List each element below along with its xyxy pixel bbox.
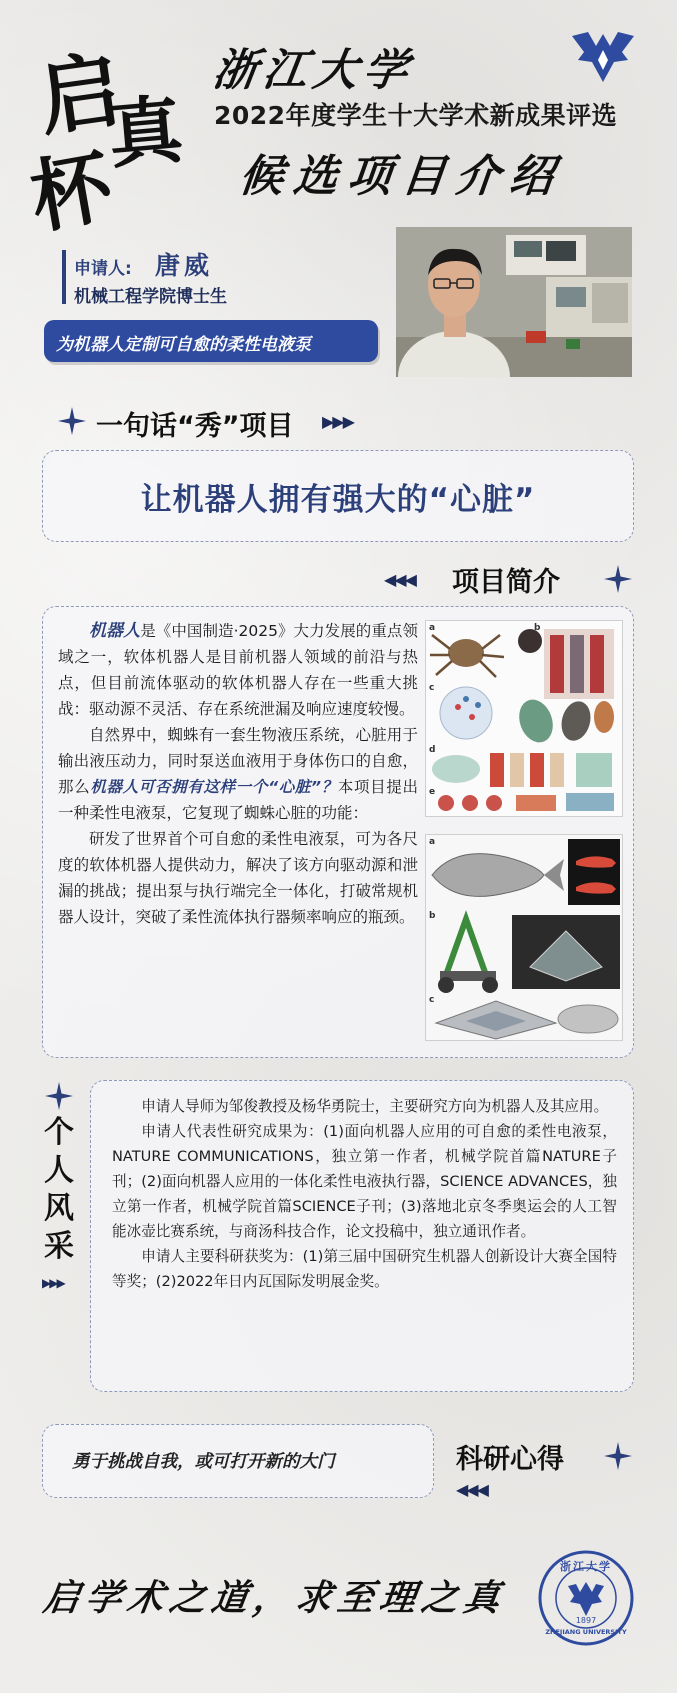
event-subtitle: 候选项目介绍: [236, 151, 567, 202]
applicant-photo: [396, 227, 632, 377]
personal-paragraph-2: 申请人代表性研究成果为：(1)面向机器人应用的可自愈的柔性电液泵，NATURE COMMUNICATIONS，独立第一作者，机械学院首篇NATURE子刊；(2)面向机器人应用的一体化柔性电液执行器，SCIENCE ADVANCES，独立第一作者，机械学院首篇SCIENCE子刊；(3)落地北京冬季奥运会的人工智能冰壶比赛系统，与商汤科技合作，论文投稿中，独立通讯作者。: [112, 1123, 617, 1240]
applicant-name: 唐威: [155, 251, 214, 280]
triple-arrow-right-icon: ▶▶▶: [322, 412, 353, 431]
event-title: 2022年度学生十大学术新成果评选: [214, 101, 618, 130]
sparkle-star-icon: [45, 1082, 73, 1114]
seal-bottom-text: ZHEJIANG UNIVERSITY: [545, 1628, 627, 1636]
intro-p2-text-start: 自然界中，蜘蛛有一套生物液压系统，心脏用于输出液压动力，同时泵送血液用于身体伤口的自愈，那么: [58, 726, 418, 796]
figure1-label-e: e: [429, 787, 436, 797]
section-personal-title: [42, 1114, 76, 1266]
one-liner-statement: 让机器人拥有强大的“心脏”: [140, 482, 536, 518]
sparkle-star-icon: [58, 407, 86, 439]
cup-char-zhen: 真: [104, 86, 187, 180]
figure2-label-a: a: [429, 837, 436, 847]
seal-top-text: 浙江大学: [560, 1560, 612, 1573]
personal-title-char-4: 采: [44, 1229, 74, 1264]
intro-keyword-heart: 机器人可否拥有这样一个“心脏”？: [90, 778, 338, 796]
sparkle-star-icon: [604, 565, 632, 597]
intro-text: [58, 618, 418, 930]
triple-arrow-right-icon: ▶▶▶: [42, 1276, 64, 1290]
insight-quote: 勇于挑战自我，或可打开新的大门: [72, 1452, 335, 1472]
university-name: 浙江大学: [209, 45, 417, 96]
figure2-label-b: b: [429, 911, 436, 921]
cup-char-qi: 启: [32, 41, 128, 149]
personal-text: [112, 1094, 617, 1294]
section-insight-title: 科研心得: [456, 1444, 564, 1475]
intro-paragraph-1: [58, 618, 418, 722]
figure1-label-c: c: [429, 683, 435, 693]
personal-paragraph-1: 申请人导师为邹俊教授及杨华勇院士，主要研究方向为机器人及其应用。: [141, 1098, 609, 1115]
triple-arrow-left-icon: ◀◀◀: [456, 1480, 487, 1499]
footer-motto: 启学术之道，求至理之真: [40, 1577, 509, 1619]
applicant-label: 申请人:: [74, 259, 132, 279]
figure2-label-c: c: [429, 995, 435, 1005]
zju-seal-icon: [536, 1548, 636, 1648]
figure-spider-pump: [425, 620, 623, 817]
figure1-label-a: a: [429, 623, 436, 633]
figure-robot-applications: [425, 834, 623, 1041]
applicant-bar: [62, 250, 66, 304]
project-title-banner: [44, 320, 378, 362]
personal-title-char-3: 风: [44, 1191, 74, 1226]
personal-title-char-1: 个: [44, 1115, 74, 1150]
section-one-liner-title: 一句话“秀”项目: [96, 411, 294, 442]
seal-year: 1897: [575, 1616, 597, 1625]
intro-p1-text: 是《中国制造·2025》大力发展的重点领域之一，软体机器人是目前机器人领域的前沿与热点，但目前流体驱动的软体机器人存在一些重大挑战：驱动源不灵活、存在系统泄漏及响应速度较慢。: [58, 622, 418, 718]
intro-p2-text-rest: 本项目提出一种柔性电液泵，它复现了蜘蛛心脏的功能：: [58, 778, 418, 822]
intro-keyword-robot: 机器人: [89, 621, 141, 641]
sparkle-star-icon: [604, 1442, 632, 1474]
project-title: 为机器人定制可自愈的柔性电液泵: [56, 335, 311, 355]
zju-eagle-logo-icon: [570, 30, 636, 84]
intro-paragraph-3: 研发了世界首个可自愈的柔性电液泵，可为各尺度的软体机器人提供动力，解决了该方向驱动源和泄漏的挑战；提出泵与执行端完全一体化，打破常规机器人设计，突破了柔性流体执行器频率响应的瓶颈。: [58, 830, 418, 926]
figure1-label-b: b: [534, 623, 541, 633]
triple-arrow-left-icon: ◀◀◀: [384, 570, 415, 589]
personal-paragraph-3: 申请人主要科研获奖为：(1)第三届中国研究生机器人创新设计大赛全国特等奖；(2)2022年日内瓦国际发明展金奖。: [112, 1248, 617, 1290]
section-intro-title: 项目简介: [452, 567, 560, 598]
personal-title-char-2: 人: [44, 1153, 74, 1188]
cup-char-bei: 杯: [23, 138, 119, 246]
intro-paragraph-2: [58, 722, 418, 826]
applicant-affiliation: 机械工程学院博士生: [74, 287, 227, 307]
figure1-label-d: d: [429, 745, 436, 755]
